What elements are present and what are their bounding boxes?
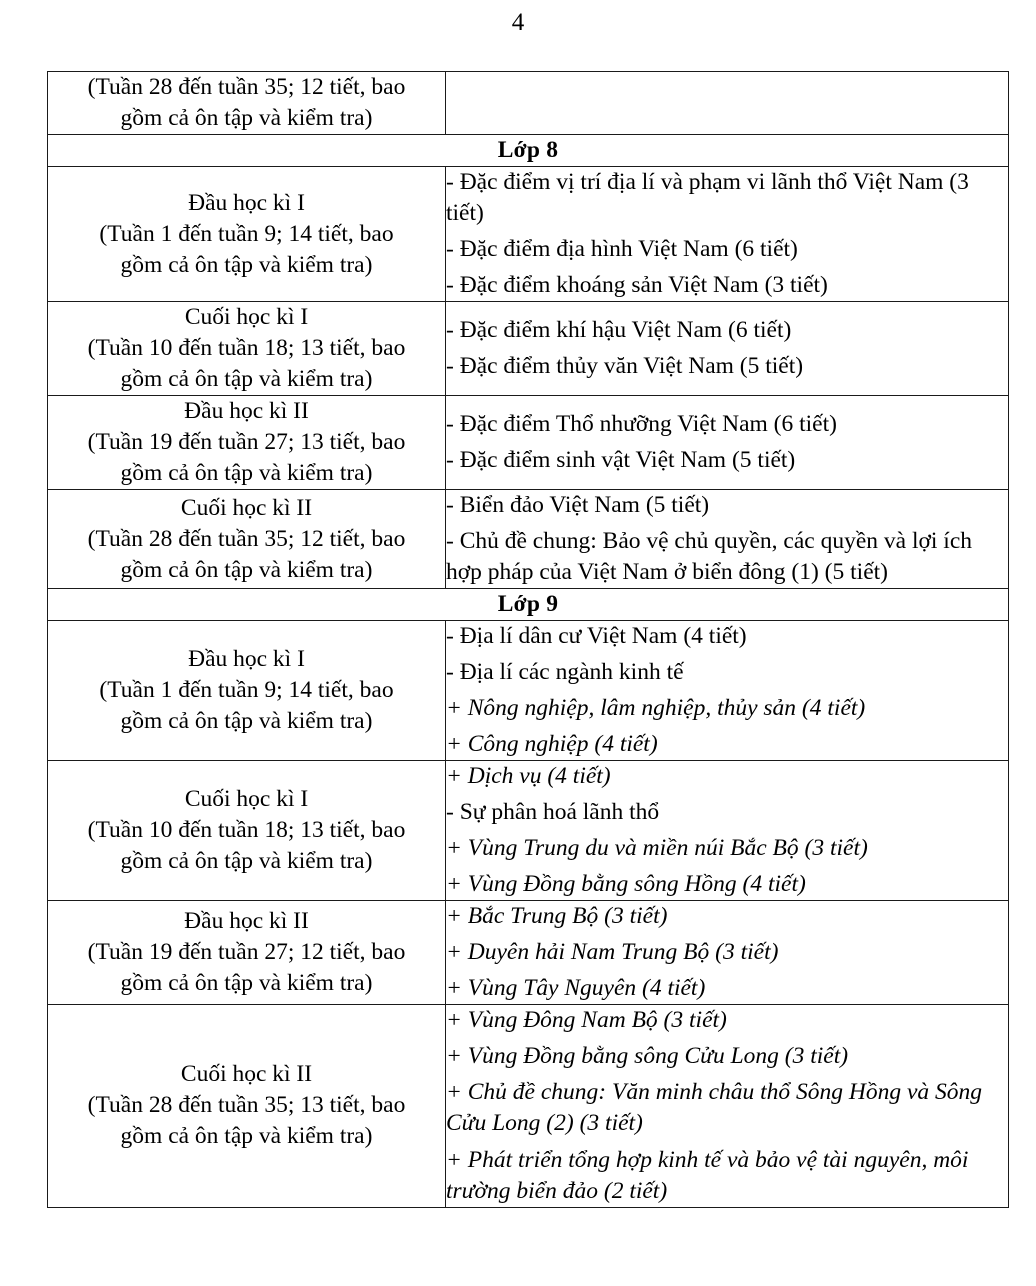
content-line: + Vùng Đông Nam Bộ (3 tiết): [446, 1007, 727, 1034]
period-note-line2: gồm cả ôn tập và kiểm tra): [120, 105, 373, 132]
schedule-table-container: [47, 71, 1008, 1208]
content-line: + Vùng Đồng bằng sông Hồng (4 tiết): [446, 871, 806, 898]
period-cell: [48, 490, 446, 589]
content-line: - Sự phân hoá lãnh thổ: [446, 799, 660, 826]
content-line: + Chủ đề chung: Văn minh châu thổ Sông Hồng và Sông Cửu Long (2) (3 tiết): [446, 1079, 983, 1137]
content-line: - Đặc điểm khoáng sản Việt Nam (3 tiết): [446, 272, 828, 299]
content-line: + Vùng Trung du và miền núi Bắc Bộ (3 tiết): [446, 835, 868, 862]
period-note-line2: gồm cả ôn tập và kiểm tra): [120, 1123, 373, 1150]
content-line: + Dịch vụ (4 tiết): [446, 763, 611, 790]
content-cell: [446, 621, 1009, 761]
period-note-line2: gồm cả ôn tập và kiểm tra): [120, 708, 373, 735]
content-line: - Đặc điểm địa hình Việt Nam (6 tiết): [446, 236, 798, 263]
period-note-line1: (Tuần 28 đến tuần 35; 12 tiết, bao: [87, 525, 406, 552]
period-title: Đầu học kì I: [188, 646, 305, 673]
period-cell: [48, 167, 446, 302]
period-note-line1: (Tuần 10 đến tuần 18; 13 tiết, bao: [87, 335, 406, 362]
content-cell: [446, 761, 1009, 901]
period-title: Đầu học kì II: [184, 908, 309, 935]
grade-header-lop8: Lớp 8: [48, 135, 1009, 167]
content-cell-carryover-empty: [446, 72, 1009, 135]
content-line: - Đặc điểm sinh vật Việt Nam (5 tiết): [446, 447, 796, 474]
period-note-line1: (Tuần 28 đến tuần 35; 13 tiết, bao: [87, 1092, 406, 1119]
period-note-line2: gồm cả ôn tập và kiểm tra): [120, 848, 373, 875]
period-cell: [48, 621, 446, 761]
period-title: Cuối học kì II: [180, 494, 313, 521]
content-cell: [446, 901, 1009, 1005]
content-line: - Chủ đề chung: Bảo vệ chủ quyền, các quyền và lợi ích hợp pháp của Việt Nam ở biển đông (1) (5 tiết): [446, 528, 973, 586]
schedule-table: [47, 71, 1009, 1208]
content-line: - Đặc điểm thủy văn Việt Nam (5 tiết): [446, 353, 804, 380]
period-note-line1: (Tuần 1 đến tuần 9; 14 tiết, bao: [99, 220, 394, 247]
table-row-carryover: [48, 72, 1009, 135]
page-number: 4: [511, 9, 525, 36]
content-line: + Vùng Đồng bằng sông Cửu Long (3 tiết): [446, 1043, 849, 1070]
period-cell-carryover: [48, 72, 446, 135]
table-row-grade8-header: [48, 135, 1009, 167]
table-row: [48, 901, 1009, 1005]
schedule-table-body: [48, 72, 1009, 1208]
period-note-line2: gồm cả ôn tập và kiểm tra): [120, 251, 373, 278]
period-cell: [48, 761, 446, 901]
period-note-line1: (Tuần 1 đến tuần 9; 14 tiết, bao: [99, 677, 394, 704]
period-title: Đầu học kì I: [188, 189, 305, 216]
content-line: - Đặc điểm Thổ nhưỡng Việt Nam (6 tiết): [446, 411, 837, 438]
period-cell: [48, 396, 446, 490]
content-line: - Đặc điểm vị trí địa lí và phạm vi lãnh thổ Việt Nam (3 tiết): [446, 169, 969, 227]
period-title: Đầu học kì II: [184, 398, 309, 425]
period-cell: [48, 901, 446, 1005]
content-line: + Duyên hải Nam Trung Bộ (3 tiết): [446, 939, 779, 966]
period-title: Cuối học kì I: [184, 786, 309, 813]
table-row: [48, 396, 1009, 490]
table-row: [48, 167, 1009, 302]
table-row-grade9-header: [48, 589, 1009, 621]
content-line: - Địa lí dân cư Việt Nam (4 tiết): [446, 623, 747, 650]
table-row: [48, 490, 1009, 589]
content-cell: [446, 302, 1009, 396]
content-cell: [446, 1005, 1009, 1207]
content-line: + Phát triển tổng hợp kinh tế và bảo vệ tài nguyên, môi trường biển đảo (2 tiết): [446, 1146, 969, 1204]
content-line: - Địa lí các ngành kinh tế: [446, 659, 684, 686]
period-title: Cuối học kì I: [184, 304, 309, 331]
period-note-line1: (Tuần 19 đến tuần 27; 13 tiết, bao: [87, 429, 406, 456]
content-line: + Vùng Tây Nguyên (4 tiết): [446, 975, 706, 1002]
period-cell: [48, 1005, 446, 1207]
period-note-line2: gồm cả ôn tập và kiểm tra): [120, 970, 373, 997]
table-row: [48, 302, 1009, 396]
table-row: [48, 621, 1009, 761]
period-cell: [48, 302, 446, 396]
period-note-line1: (Tuần 28 đến tuần 35; 12 tiết, bao: [87, 74, 406, 100]
content-cell: [446, 396, 1009, 490]
table-row: [48, 1005, 1009, 1207]
content-line: + Bắc Trung Bộ (3 tiết): [446, 903, 668, 930]
content-line: + Công nghiệp (4 tiết): [446, 731, 658, 758]
table-row: [48, 761, 1009, 901]
grade-header-lop9: Lớp 9: [48, 589, 1009, 621]
period-note-line2: gồm cả ôn tập và kiểm tra): [120, 460, 373, 487]
period-note-line1: (Tuần 10 đến tuần 18; 13 tiết, bao: [87, 817, 406, 844]
period-note-line1: (Tuần 19 đến tuần 27; 12 tiết, bao: [87, 939, 406, 966]
period-note-line2: gồm cả ôn tập và kiểm tra): [120, 556, 373, 583]
period-title: Cuối học kì II: [180, 1061, 313, 1088]
content-line: - Đặc điểm khí hậu Việt Nam (6 tiết): [446, 317, 792, 344]
content-line: + Nông nghiệp, lâm nghiệp, thủy sản (4 tiết): [446, 695, 866, 722]
content-line: - Biển đảo Việt Nam (5 tiết): [446, 492, 710, 519]
content-cell: [446, 490, 1009, 589]
content-cell: [446, 167, 1009, 302]
period-note-line2: gồm cả ôn tập và kiểm tra): [120, 366, 373, 393]
